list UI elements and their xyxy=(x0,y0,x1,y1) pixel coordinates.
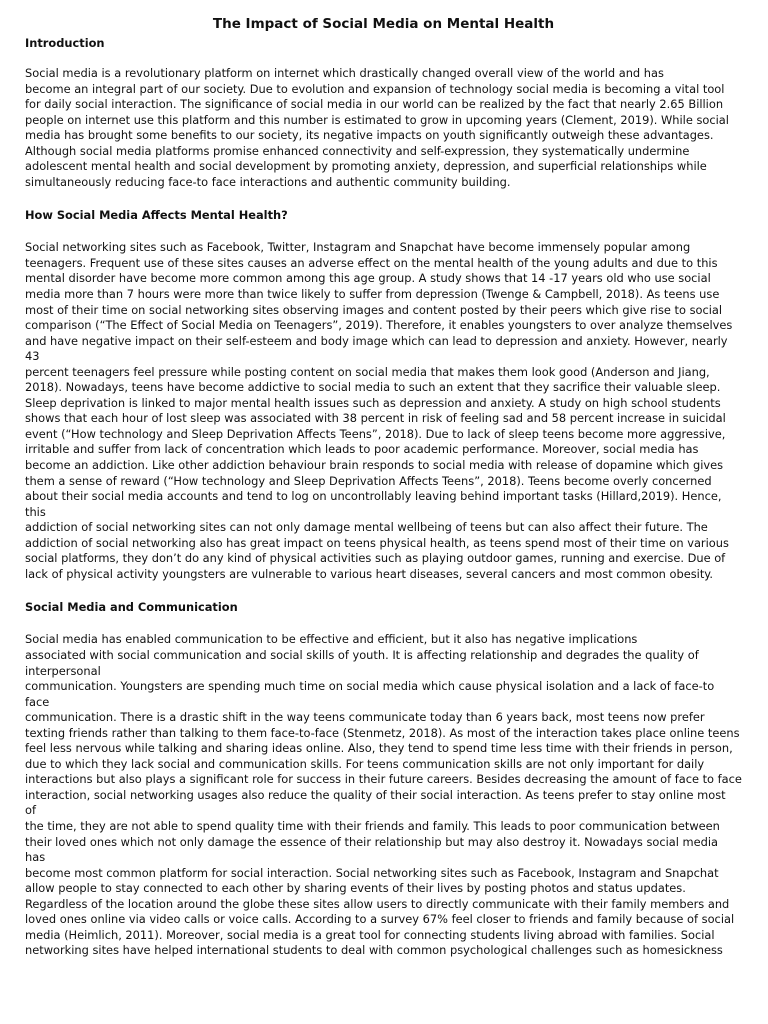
section-heading-introduction: Introduction xyxy=(25,36,105,50)
section-body-communication: Social media has enabled communication to be effective and efficient, but it also has negative implications associated with social communication and social skills of youth. It is affecting relationship and degrades the quality of interpersonal communication. Youngsters are spending much time on social media which cause physical isolation and a lack of face-to face communication. There is a drastic shift in the way teens communicate today than 6 years back, most teens now prefer texting friends rather than talking to them face-to-face (Stenmetz, 2018). As most of the interaction takes place online teens feel less nervous while talking and sharing ideas online. Also, they tend to spend time less time with their friends in person, due to which they lack social and communication skills. For teens communication skills are not only important for daily interactions but also plays a significant role for success in their future careers. Besides decreasing the amount of face to face interaction, social networking usages also reduce the quality of their social interaction. As teens prefer to stay online most of the time, they are not able to spend quality time with their friends and family. This leads to poor communication between their loved ones which not only damage the essence of their relationship but may also destroy it. Nowadays social media has become most common platform for social interaction. Social networking sites such as Facebook, Instagram and Snapchat allow people to stay connected to each other by sharing events of their lives by posting photos and status updates. Regardless of the location around the globe these sites allow users to directly communicate with their family members and loved ones online via video calls or voice calls. According to a survey 67% feel closer to friends and family because of social media (Heimlich, 2011). Moreover, social media is a great tool for connecting students living abroad with families. Social networking sites have helped international students to deal with common psychological challenges such as homesickness xyxy=(25,632,742,958)
section-body-introduction: Social media is a revolutionary platform on internet which drastically changed overall view of the world and has become an integral part of our society. Due to evolution and expansion of technology social media is becoming a vital tool for daily social interaction. The significance of social media in our world can be realized by the fact that nearly 2.65 Billion people on internet use this platform and this number is estimated to grow in upcoming years (Clement, 2019). While social media has brought some benefits to our society, its negative impacts on youth significantly outweigh these advantages. Although social media platforms promise enhanced connectivity and self-expression, they systematically undermine adolescent mental health and social development by promoting anxiety, depression, and superficial relationships while simultaneously reducing face-to face interactions and authentic community building. xyxy=(25,66,729,189)
section-heading-communication: Social Media and Communication xyxy=(25,600,238,615)
section-body-mental-health: Social networking sites such as Facebook, Twitter, Instagram and Snapchat have become immensely popular among teenagers. Frequent use of these sites causes an adverse effect on the mental health of the young adults and due to this mental disorder have become more common among this age group. A study shows that 14 -17 years old who use social media more than 7 hours were more than twice likely to suffer from depression (Twenge & Campbell, 2018). As teens use most of their time on social networking sites observing images and content posted by their peers which give rise to social comparison (“The Effect of Social Media on Teenagers”, 2019). Therefore, it enables youngsters to over analyze themselves and have negative impact on their self-esteem and body image which can lead to depression and anxiety. However, nearly 43 percent teenagers feel pressure while posting content on social media that makes them look good (Anderson and Jiang, 2018). Nowadays, teens have become addictive to social media to such an extent that they sacrifice their valuable sleep. Sleep deprivation is linked to major mental health issues such as depression and anxiety. A study on high school students shows that each hour of lost sleep was associated with 38 percent in risk of feeling sad and 58 percent increase in suicidal event (“How technology and Sleep Deprivation Affects Teens”, 2018). Due to lack of sleep teens become more aggressive, irritable and suffer from lack of concentration which leads to poor academic performance. Moreover, social media has become an addiction. Like other addiction behaviour brain responds to social media with release of dopamine which gives them a sense of reward (“How technology and Sleep Deprivation Affects Teens”, 2018). Teens become overly concerned about their social media accounts and tend to log on uncontrollably leaving behind important tasks (Hillard,2019). Hence, this addiction of social networking sites can not only damage mental wellbeing of teens but can also affect their future. The addiction of social networking also has great impact on teens physical health, as teens spend most of their time on various social platforms, they don’t do any kind of physical activities such as playing outdoor games, running and exercise. Due of lack of physical activity youngsters are vulnerable to various heart diseases, several cancers and most common obesity. xyxy=(25,240,733,581)
document-title: The Impact of Social Media on Mental Health xyxy=(212,16,555,32)
section-heading-mental-health: How Social Media Affects Mental Health? xyxy=(25,208,288,223)
